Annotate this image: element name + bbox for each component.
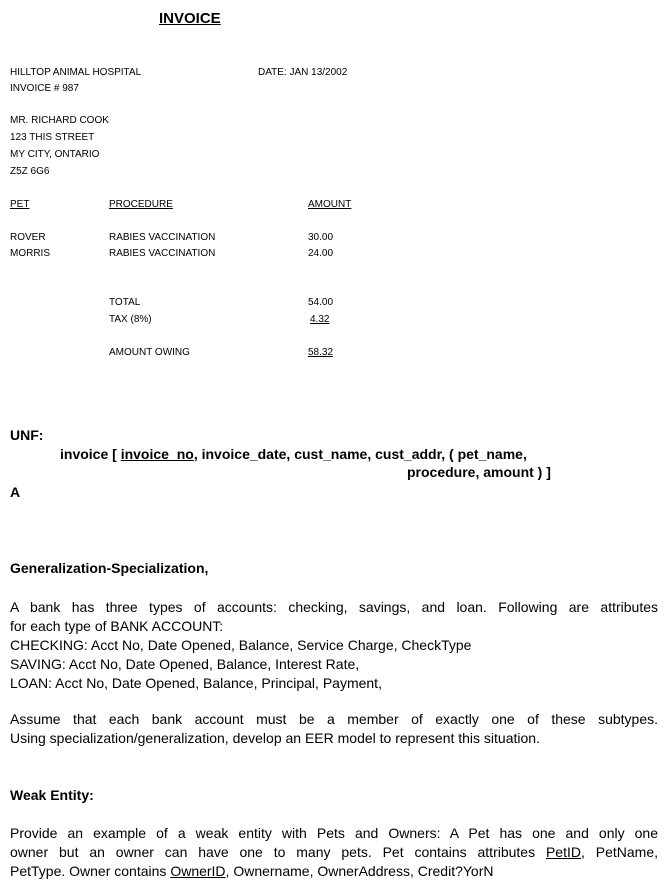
column-header-amount: AMOUNT xyxy=(308,199,352,210)
unf-label: UNF: xyxy=(10,427,44,443)
pet-id-key: PetID xyxy=(545,844,581,860)
paragraph-line: LOAN: Acct No, Date Opened, Balance, Principal, Payment, xyxy=(10,675,382,691)
weak-entity-heading: Weak Entity: xyxy=(10,787,94,803)
paragraph-line: A bank has three types of accounts: checking, savings, and loan. Following are attributes xyxy=(10,599,658,615)
row-amount: 30.00 xyxy=(308,232,334,243)
line-text: PetType. Owner contains xyxy=(10,863,171,879)
gen-spec-heading: Generalization-Specialization, xyxy=(10,560,209,576)
paragraph-line: Assume that each bank account must be a member of exactly one of these subtypes. xyxy=(10,711,658,727)
customer-street: 123 THIS STREET xyxy=(10,132,95,143)
unf-attributes: , invoice_date, cust_name, cust_addr, ( pet_name, xyxy=(193,446,527,462)
assume-paragraph xyxy=(10,710,658,748)
customer-city: MY CITY, ONTARIO xyxy=(10,149,100,160)
total-value: 54.00 xyxy=(308,297,334,308)
paragraph-line: Provide an example of a weak entity with Pets and Owners: A Pet has one and only one xyxy=(10,825,658,841)
unf-line-2: procedure, amount ) ] xyxy=(407,464,551,480)
invoice-number: INVOICE # 987 xyxy=(10,83,79,94)
tax-label: TAX (8%) xyxy=(109,314,152,325)
owing-label: AMOUNT OWING xyxy=(109,347,190,358)
total-label: TOTAL xyxy=(109,297,141,308)
unf-a-label: A xyxy=(10,484,21,500)
weak-entity-paragraph xyxy=(10,824,658,881)
tax-value: 4.32 xyxy=(310,314,330,325)
paragraph-line: Using specialization/generalization, develop an EER model to represent this situation. xyxy=(10,730,540,746)
clinic-name: HILLTOP ANIMAL HOSPITAL xyxy=(10,67,142,78)
paragraph-line xyxy=(10,843,658,862)
column-header-pet: PET xyxy=(10,199,30,210)
row-procedure: RABIES VACCINATION xyxy=(109,232,216,243)
owing-value: 58.32 xyxy=(308,347,334,358)
customer-name: MR. RICHARD COOK xyxy=(10,115,109,126)
row-procedure: RABIES VACCINATION xyxy=(109,248,216,259)
row-pet: ROVER xyxy=(10,232,46,243)
line-text: , Ownername, OwnerAddress, Credit?YorN xyxy=(225,863,494,879)
unf-line-1 xyxy=(60,446,527,462)
line-text: owner but an owner can have one to many pets. Pet contains attributes xyxy=(10,844,546,860)
gen-spec-paragraph xyxy=(10,598,658,693)
column-header-procedure: PROCEDURE xyxy=(109,199,173,210)
paragraph-line: for each type of BANK ACCOUNT: xyxy=(10,618,224,634)
paragraph-line: SAVING: Acct No, Date Opened, Balance, Interest Rate, xyxy=(10,656,360,672)
invoice-title: INVOICE xyxy=(159,10,221,27)
paragraph-line xyxy=(10,862,658,881)
owner-id-key: OwnerID xyxy=(170,863,226,879)
unf-prefix: invoice [ xyxy=(60,446,121,462)
invoice-date: DATE: JAN 13/2002 xyxy=(258,67,348,78)
customer-postal: Z5Z 6G6 xyxy=(10,166,50,177)
paragraph-line: CHECKING: Acct No, Date Opened, Balance, Service Charge, CheckType xyxy=(10,637,472,653)
row-pet: MORRIS xyxy=(10,248,50,259)
line-text: , PetName, xyxy=(580,844,658,860)
unf-primary-key: invoice_no xyxy=(120,446,194,462)
row-amount: 24.00 xyxy=(308,248,334,259)
